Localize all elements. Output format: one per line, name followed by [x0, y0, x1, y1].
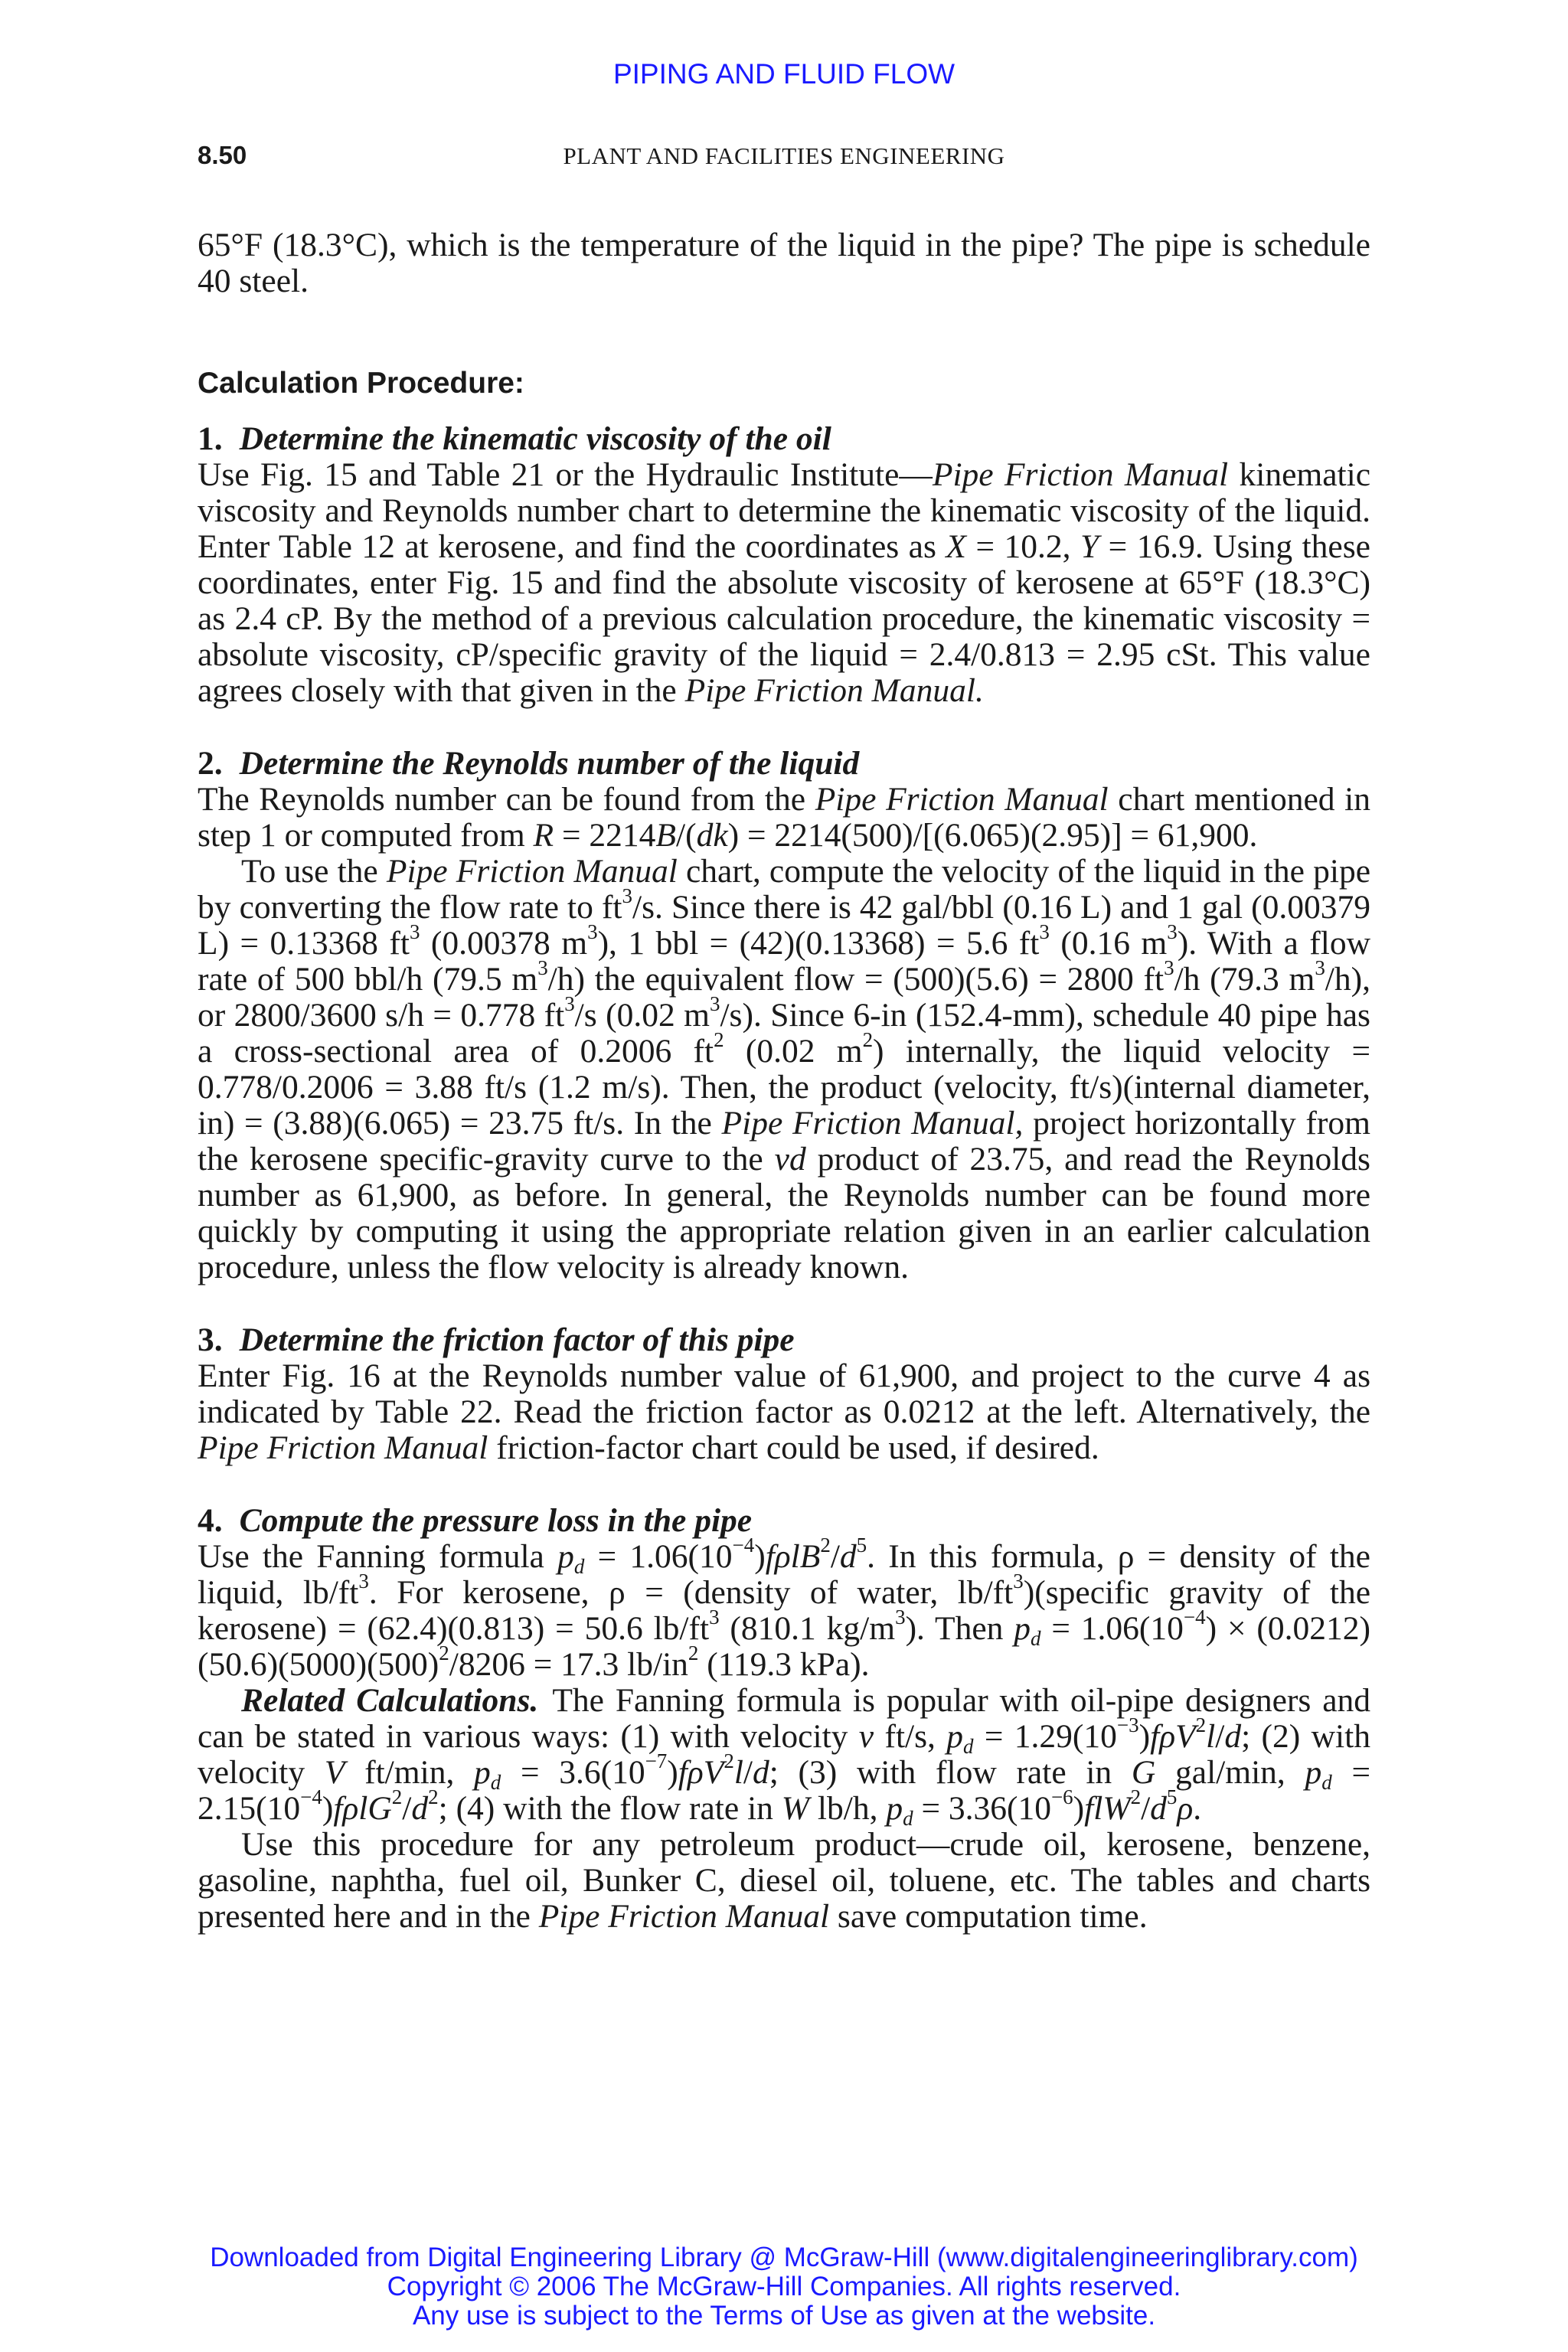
step-4-heading — [198, 1503, 1370, 1539]
book-title: PLANT AND FACILITIES ENGINEERING — [563, 142, 1005, 169]
footer-line-2: Copyright © 2006 The McGraw-Hill Companies. All rights reserved. — [387, 2272, 1181, 2301]
page-number: 8.50 — [198, 141, 247, 169]
step-number: 3. — [198, 1321, 223, 1358]
page-body — [198, 227, 1370, 1935]
step-2-heading — [198, 746, 1370, 782]
calculation-procedure-heading: Calculation Procedure: — [198, 367, 524, 400]
step-title: Compute the pressure loss in the pipe — [239, 1502, 753, 1539]
step-number: 2. — [198, 745, 223, 782]
section-banner: PIPING AND FLUID FLOW — [612, 58, 956, 90]
step-title: Determine the Reynolds number of the liquid — [239, 745, 860, 782]
related-calculations-paragraph: Related Calculations. The Fanning formula is popular with oil-pipe designers and can be stated in various ways: (1) with velocity v ft/s, $p_d = 1.29(10^{-3})f\rho V^2l/d$; (2) with velocity V ft/min, $p_d = 3.6(10^{-7})f\rho V^2l/d$; (3) with flow rate in G gal/min, $p_d = 2.15(10^{-4})f\rho lG^2/d^2$; (4) with the flow rate in W lb/h, $p_d = 3.36(10^{-6})flW^2/d^5\rho$. — [198, 1682, 1371, 1831]
step-1-paragraph: Use Fig. 15 and Table 21 or the Hydraulic Institute—Pipe Friction Manual kinematic viscosity and Reynolds number chart to determine the kinematic viscosity of the liquid. Enter Table 12 at kerosene, and find the coordinates as X = 10.2, Y = 16.9. Using these coordinates, enter Fig. 15 and find the absolute viscosity of kerosene at 65°F (18.3°C) as 2.4 cP. By the method of a previous calculation procedure, the kinematic viscosity = absolute viscosity, cP/specific gravity of the liquid = 2.4/0.813 = 2.95 cSt. This value agrees closely with that given in the Pipe Friction Manual. — [198, 456, 1370, 709]
step-number: 4. — [198, 1502, 223, 1539]
step-4-paragraph: Use the Fanning formula $p_d = 1.06(10^{-4})f\rho lB^2/d^5$. In this formula, ρ = density of the liquid, $lb/ft^3$. For kerosene, ρ = (density of water, $lb/ft^3)(specific$ gravity of the kerosene) = (62.4)(0.813) = 50.6 $lb/ft^3$ (810.1 $kg/m^3$). Then $p_d = 1.06(10^{-4}) \times (0.0212)(50.6)(5000)(500)^2/8206 = 17.3$ $lb/in^2$ (119.3 kPa). — [198, 1533, 1370, 1683]
step-3-heading — [198, 1322, 1370, 1358]
step-1-heading — [198, 421, 1370, 457]
related-calculations-lead: Related Calculations. — [241, 1682, 539, 1719]
footer-line-3: Any use is subject to the Terms of Use as given at the website. — [412, 2301, 1156, 2331]
step-2-paragraph-1: The Reynolds number can be found from the Pipe Friction Manual chart mentioned in step 1 or computed from R = 2214B/(dk) = 2214(500)/[(6.065)(2.95)] = 61,900. — [198, 781, 1370, 854]
step-3-paragraph: Enter Fig. 16 at the Reynolds number value of 61,900, and project to the curve 4 as indicated by Table 22. Read the friction factor as 0.0212 at the left. Alternatively, the Pipe Friction Manual friction-factor chart could be used, if desired. — [198, 1357, 1370, 1466]
step-2-paragraph-2: To use the Pipe Friction Manual chart, compute the velocity of the liquid in the pipe by converting the flow rate to $ft^3/s$. Since there is 42 gal/bbl (0.16 L) and 1 gal (0.00379 L) = 0.13368 $ft^3$ (0.00378 $m^3$), 1 bbl = (42)(0.13368) = 5.6 $ft^3$ (0.16 $m^3$). With a flow rate of 500 bbl/h (79.5 $m^3/h$) the equivalent flow = (500)(5.6) = 2800 $ft^3/h$ (79.3 $m^3/h$), or 2800/3600 s/h = 0.778 $ft^3/s$ (0.02 $m^3/s$). Since 6-in (152.4-mm), schedule 40 pipe has a cross-sectional area of 0.2006 $ft^2$ (0.02 $m^2$) internally, the liquid velocity = 0.778/0.2006 = 3.88 ft/s (1.2 m/s). Then, the product (velocity, ft/s)(internal diameter, in) = (3.88)(6.065) = 23.75 ft/s. In the Pipe Friction Manual, project horizontally from the kerosene specific-gravity curve to the vd product of 23.75, and read the Reynolds number as 61,900, as before. In general, the Reynolds number can be found more quickly by computing it using the appropriate relation given in an earlier calculation procedure, unless the flow velocity is already known. — [198, 853, 1371, 1285]
step-number: 1. — [198, 420, 223, 457]
download-footer — [0, 2243, 1568, 2331]
footer-line-1: Downloaded from Digital Engineering Library @ McGraw-Hill (www.digitalengineeringlibrary.com) — [210, 2243, 1358, 2272]
related-calculations-paragraph-2: Use this procedure for any petroleum product—crude oil, kerosene, benzene, gasoline, naphtha, fuel oil, Bunker C, diesel oil, toluene, etc. The tables and charts presented here and in the Pipe Friction Manual save computation time. — [198, 1826, 1370, 1935]
step-title: Determine the kinematic viscosity of the oil — [239, 420, 831, 457]
step-title: Determine the friction factor of this pipe — [239, 1321, 795, 1358]
running-head — [198, 141, 1370, 179]
intro-paragraph: 65°F (18.3°C), which is the temperature of the liquid in the pipe? The pipe is schedule 40 steel. — [198, 227, 1370, 299]
